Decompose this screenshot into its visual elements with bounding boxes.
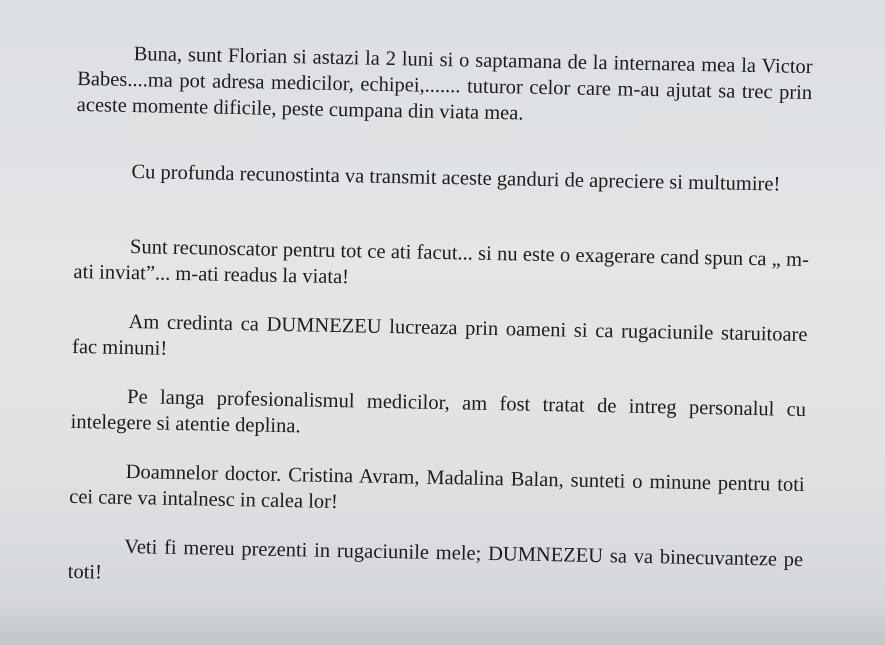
letter-paragraph-7: Veti fi mereu prezenti in rugaciunile mele; DUMNEZEU sa va binecuvanteze pe toti! — [67, 535, 804, 584]
letter-paragraph-5: Pe langa profesionalismul medicilor, am fost tratat de intreg personalul cu intelegere si atentie deplina. — [70, 386, 807, 438]
letter-paragraph-4: Am credinta ca DUMNEZEU lucreaza prin oameni si ca rugaciunile staruitoare fac minuni! — [71, 311, 808, 360]
letter-paragraph-6: Doamnelor doctor. Cristina Avram, Madalina Balan, sunteti o minune pentru toti cei care va intalnesc in calea lor! — [69, 460, 805, 514]
letter-paragraph-1: Buna, sunt Florian si astazi la 2 luni si o saptamana de la internarea mea la Victor Babes....ma pot adresa medicilor, echipei,....... tuturor celor care m-au ajutat sa trec prin aceste momente dificile, peste cumpana din viata mea. — [76, 43, 813, 125]
letter-paragraph-3: Sunt recunoscator pentru tot ce ati facut... si nu este o exagerare cand spun ca „ m-ati inviat”... m-ati readus la viata! — [73, 236, 810, 289]
letter-body — [67, 40, 813, 624]
letter-paragraph-2: Cu profunda recunostinta va transmit aceste ganduri de apreciere si multumire! — [131, 161, 781, 196]
